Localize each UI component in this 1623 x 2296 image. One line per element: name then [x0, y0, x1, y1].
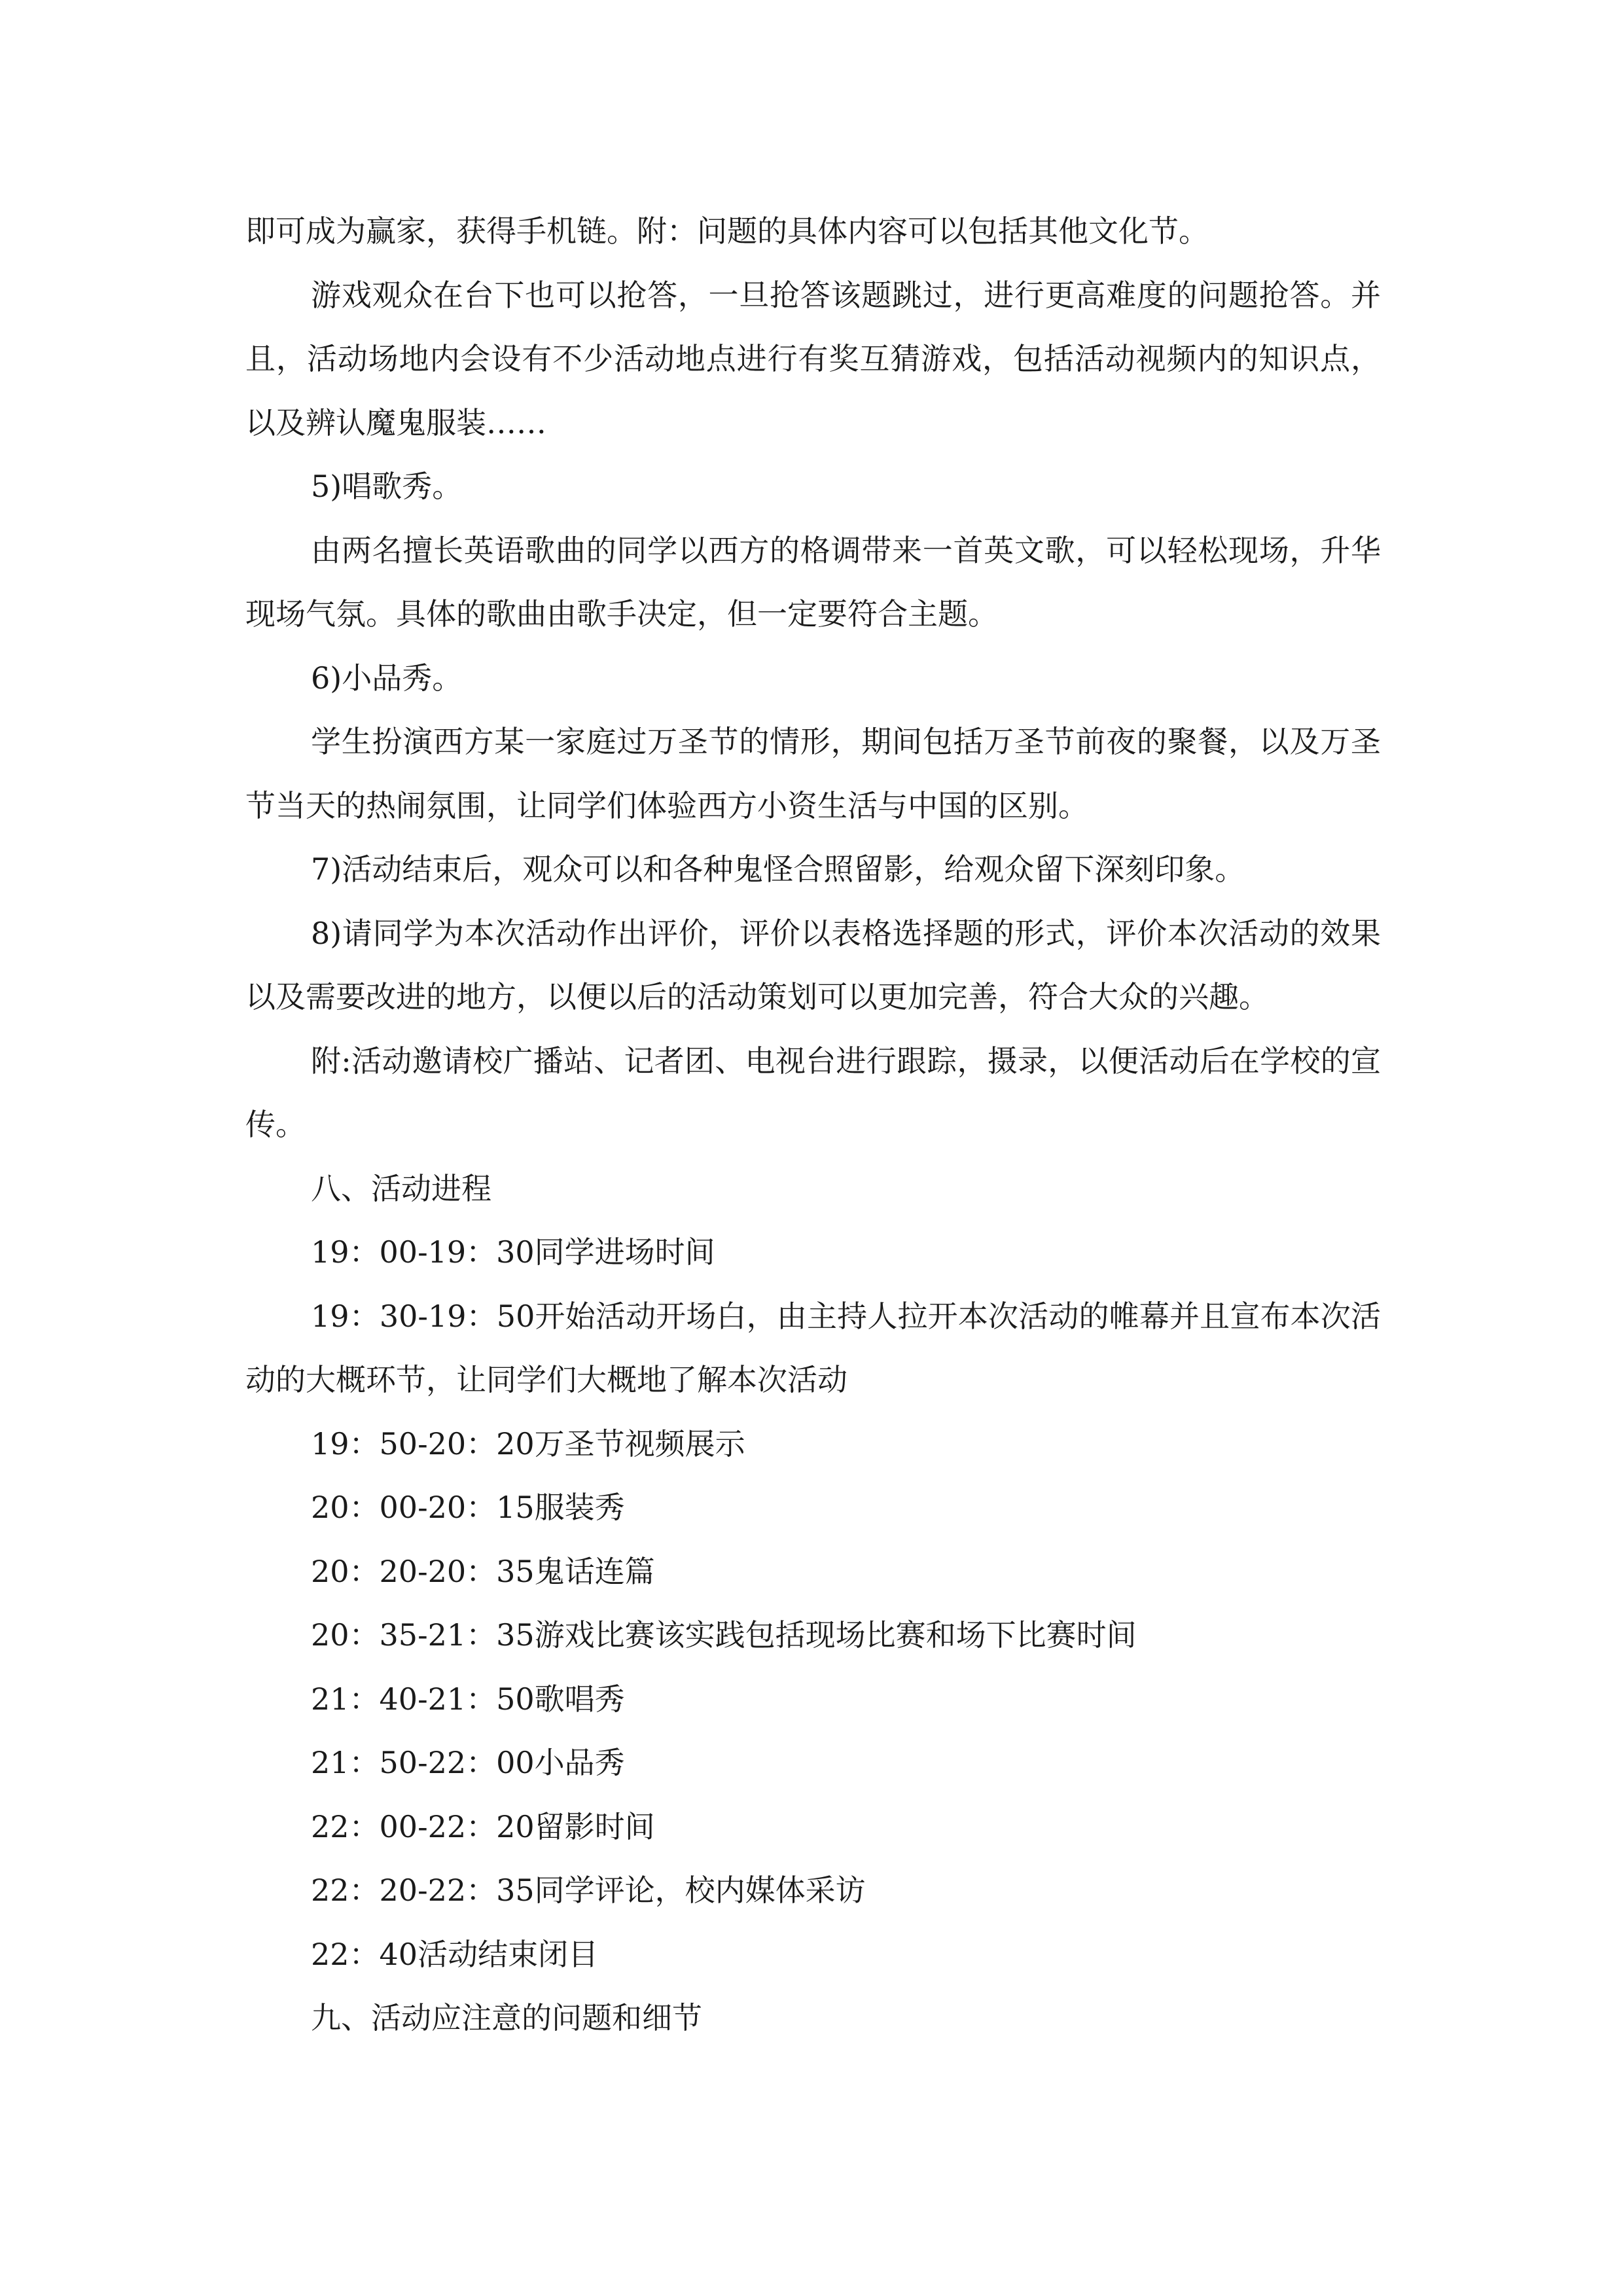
schedule-item: 20：00-20：15服装秀 [311, 1490, 625, 1525]
section-heading-schedule: 八、活动进程 [311, 1170, 491, 1206]
schedule-item: 19：50-20：20万圣节视频展示 [311, 1426, 745, 1462]
schedule-item: 22：20-22：35同学评论，校内媒体采访 [311, 1873, 866, 1908]
list-item-photo-session: 7)活动结束后，观众可以和各种鬼怪合照留影，给观众留下深刻印象。 [311, 852, 1245, 887]
list-item-evaluation: 8)请同学为本次活动作出评价，评价以表格选择题的形式，评价本次活动的效果以及需要改进的地方，以便以后的活动策划可以更加完善，符合大众的兴趣。 [245, 915, 1381, 1014]
paragraph-singing: 由两名擅长英语歌曲的同学以西方的格调带来一首英文歌，可以轻松现场，升华现场气氛。具体的歌曲由歌手决定，但一定要符合主题。 [245, 532, 1381, 632]
paragraph-audience-quiz: 游戏观众在台下也可以抢答，一旦抢答该题跳过，进行更高难度的问题抢答。并且，活动场地内会设有不少活动地点进行有奖互猜游戏，包括活动视频内的知识点，以及辨认魔鬼服装…… [245, 277, 1381, 440]
paragraph-skit: 学生扮演西方某一家庭过万圣节的情形，期间包括万圣节前夜的聚餐，以及万圣节当天的热闹氛围，让同学们体验西方小资生活与中国的区别。 [245, 724, 1381, 823]
schedule-item: 20：35-21：35游戏比赛该实践包括现场比赛和场下比赛时间 [311, 1617, 1137, 1653]
schedule-item: 20：20-20：35鬼话连篇 [311, 1553, 655, 1589]
document-body [245, 200, 1381, 2051]
schedule-item: 22：40活动结束闭目 [311, 1936, 599, 1972]
paragraph-game-rule-end: 即可成为赢家，获得手机链。附：问题的具体内容可以包括其他文化节。 [245, 213, 1209, 249]
paragraph-media-note: 附:活动邀请校广播站、记者团、电视台进行跟踪，摄录，以便活动后在学校的宣传。 [245, 1043, 1381, 1142]
list-item-singing-show: 5)唱歌秀。 [311, 469, 463, 504]
schedule-item: 19：30-19：50开始活动开场白，由主持人拉开本次活动的帷幕并且宣布本次活动的大概环节，让同学们大概地了解本次活动 [245, 1298, 1381, 1397]
section-heading-notes: 九、活动应注意的问题和细节 [311, 2000, 702, 2036]
list-item-skit-show: 6)小品秀。 [311, 660, 463, 696]
schedule-item: 19：00-19：30同学进场时间 [311, 1234, 715, 1270]
schedule-item: 22：00-22：20留影时间 [311, 1808, 655, 1844]
schedule-item: 21：50-22：00小品秀 [311, 1745, 625, 1780]
schedule-item: 21：40-21：50歌唱秀 [311, 1681, 625, 1717]
